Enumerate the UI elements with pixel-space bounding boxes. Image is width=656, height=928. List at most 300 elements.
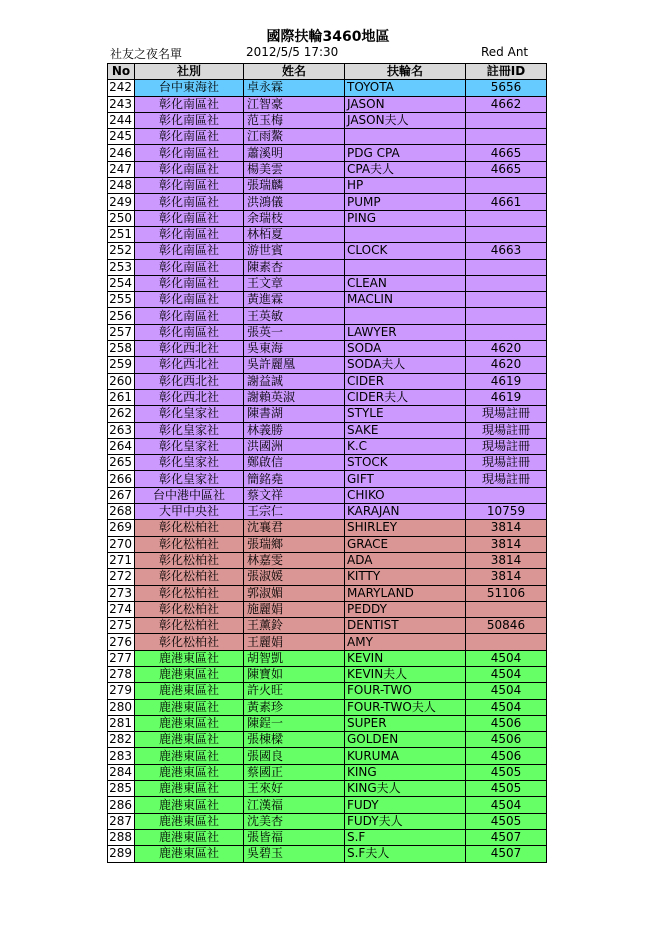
cell-no: 271 (108, 552, 135, 568)
cell-reg-id (466, 259, 547, 275)
cell-reg-id: 4504 (466, 650, 547, 666)
cell-reg-id: 4504 (466, 797, 547, 813)
cell-no: 287 (108, 813, 135, 829)
table-row (108, 699, 547, 715)
table-row (108, 178, 547, 194)
cell-reg-id (466, 324, 547, 340)
table-row (108, 552, 547, 568)
table-row (108, 650, 547, 666)
cell-rotary-name: CPA夫人 (345, 161, 466, 177)
cell-name: 黃素珍 (244, 699, 345, 715)
cell-club: 彰化南區社 (135, 161, 244, 177)
cell-name: 胡智凱 (244, 650, 345, 666)
table-row (108, 569, 547, 585)
cell-rotary-name: MACLIN (345, 292, 466, 308)
cell-club: 彰化南區社 (135, 96, 244, 112)
table-row (108, 226, 547, 242)
cell-rotary-name: MARYLAND (345, 585, 466, 601)
cell-name: 范玉梅 (244, 112, 345, 128)
cell-no: 279 (108, 683, 135, 699)
cell-name: 張棟樑 (244, 732, 345, 748)
cell-name: 楊美雲 (244, 161, 345, 177)
cell-club: 鹿港東區社 (135, 797, 244, 813)
cell-club: 彰化南區社 (135, 210, 244, 226)
cell-club: 鹿港東區社 (135, 781, 244, 797)
cell-name: 吳碧玉 (244, 846, 345, 862)
cell-name: 簡銘堯 (244, 471, 345, 487)
cell-rotary-name: SUPER (345, 715, 466, 731)
cell-club: 鹿港東區社 (135, 683, 244, 699)
cell-name: 黃進霖 (244, 292, 345, 308)
cell-club: 彰化西北社 (135, 341, 244, 357)
cell-club: 彰化皇家社 (135, 422, 244, 438)
cell-club: 鹿港東區社 (135, 829, 244, 845)
cell-no: 248 (108, 178, 135, 194)
cell-club: 彰化南區社 (135, 292, 244, 308)
cell-rotary-name: SODA (345, 341, 466, 357)
cell-rotary-name: CHIKO (345, 487, 466, 503)
cell-club: 彰化南區社 (135, 308, 244, 324)
cell-rotary-name: CLEAN (345, 275, 466, 291)
document-title: 國際扶輪3460地區 (266, 29, 390, 45)
table-row (108, 683, 547, 699)
cell-club: 鹿港東區社 (135, 764, 244, 780)
column-header-no: No (108, 64, 135, 80)
cell-no: 264 (108, 438, 135, 454)
cell-no: 244 (108, 112, 135, 128)
cell-rotary-name (345, 259, 466, 275)
cell-name: 張瑞鄉 (244, 536, 345, 552)
cell-reg-id: 4665 (466, 145, 547, 161)
cell-reg-id: 4663 (466, 243, 547, 259)
table-row (108, 585, 547, 601)
cell-no: 270 (108, 536, 135, 552)
cell-reg-id: 現場註冊 (466, 422, 547, 438)
cell-no: 278 (108, 666, 135, 682)
cell-reg-id: 4661 (466, 194, 547, 210)
table-row (108, 373, 547, 389)
cell-no: 259 (108, 357, 135, 373)
cell-no: 251 (108, 226, 135, 242)
table-row (108, 438, 547, 454)
cell-name: 郭淑媚 (244, 585, 345, 601)
cell-no: 286 (108, 797, 135, 813)
cell-no: 262 (108, 406, 135, 422)
cell-rotary-name: K.C (345, 438, 466, 454)
cell-rotary-name: PUMP (345, 194, 466, 210)
cell-reg-id: 4507 (466, 829, 547, 845)
cell-rotary-name: ADA (345, 552, 466, 568)
cell-club: 彰化松柏社 (135, 569, 244, 585)
cell-club: 彰化南區社 (135, 112, 244, 128)
table-row (108, 389, 547, 405)
cell-name: 陳寶如 (244, 666, 345, 682)
cell-reg-id: 5656 (466, 80, 547, 96)
cell-no: 260 (108, 373, 135, 389)
table-row (108, 666, 547, 682)
column-header-reg-id: 註冊ID (466, 64, 547, 80)
cell-club: 彰化松柏社 (135, 601, 244, 617)
cell-club: 彰化松柏社 (135, 618, 244, 634)
cell-name: 洪鴻儀 (244, 194, 345, 210)
cell-club: 彰化南區社 (135, 275, 244, 291)
cell-no: 247 (108, 161, 135, 177)
cell-name: 王薰鈴 (244, 618, 345, 634)
cell-club: 彰化松柏社 (135, 634, 244, 650)
cell-no: 272 (108, 569, 135, 585)
cell-name: 林嘉雯 (244, 552, 345, 568)
cell-no: 275 (108, 618, 135, 634)
cell-no: 276 (108, 634, 135, 650)
cell-name: 游世賓 (244, 243, 345, 259)
document-name: 社友之夜名單 (110, 47, 183, 61)
cell-rotary-name: SAKE (345, 422, 466, 438)
cell-rotary-name: KARAJAN (345, 504, 466, 520)
cell-name: 許火旺 (244, 683, 345, 699)
cell-reg-id: 50846 (466, 618, 547, 634)
cell-rotary-name (345, 226, 466, 242)
cell-club: 彰化南區社 (135, 145, 244, 161)
cell-reg-id (466, 178, 547, 194)
table-row (108, 357, 547, 373)
cell-name: 張淑媛 (244, 569, 345, 585)
cell-reg-id: 4505 (466, 764, 547, 780)
cell-no: 249 (108, 194, 135, 210)
table-row (108, 748, 547, 764)
cell-rotary-name: DENTIST (345, 618, 466, 634)
table-row (108, 96, 547, 112)
table-row (108, 634, 547, 650)
cell-no: 280 (108, 699, 135, 715)
cell-reg-id: 4662 (466, 96, 547, 112)
cell-no: 246 (108, 145, 135, 161)
cell-no: 268 (108, 504, 135, 520)
cell-rotary-name: PDG CPA (345, 145, 466, 161)
cell-rotary-name: KURUMA (345, 748, 466, 764)
column-header-rotary-name: 扶輪名 (345, 64, 466, 80)
cell-club: 鹿港東區社 (135, 715, 244, 731)
cell-club: 彰化西北社 (135, 357, 244, 373)
cell-reg-id (466, 487, 547, 503)
cell-no: 255 (108, 292, 135, 308)
column-header-name: 姓名 (244, 64, 345, 80)
cell-rotary-name: PEDDY (345, 601, 466, 617)
table-row (108, 324, 547, 340)
cell-rotary-name: FUDY夫人 (345, 813, 466, 829)
cell-reg-id: 現場註冊 (466, 455, 547, 471)
cell-club: 鹿港東區社 (135, 666, 244, 682)
cell-reg-id: 4619 (466, 373, 547, 389)
table-body (108, 80, 547, 862)
table-row (108, 406, 547, 422)
cell-no: 269 (108, 520, 135, 536)
table-row (108, 764, 547, 780)
cell-club: 彰化皇家社 (135, 471, 244, 487)
cell-reg-id: 3814 (466, 536, 547, 552)
cell-rotary-name: FOUR-TWO夫人 (345, 699, 466, 715)
cell-club: 彰化松柏社 (135, 585, 244, 601)
table-row (108, 715, 547, 731)
cell-rotary-name: GOLDEN (345, 732, 466, 748)
cell-no: 253 (108, 259, 135, 275)
cell-no: 283 (108, 748, 135, 764)
cell-club: 彰化南區社 (135, 259, 244, 275)
cell-rotary-name: GIFT (345, 471, 466, 487)
cell-no: 256 (108, 308, 135, 324)
table-row (108, 455, 547, 471)
cell-reg-id: 4507 (466, 846, 547, 862)
cell-reg-id: 4620 (466, 357, 547, 373)
cell-rotary-name: FOUR-TWO (345, 683, 466, 699)
cell-no: 289 (108, 846, 135, 862)
cell-reg-id: 3814 (466, 552, 547, 568)
cell-reg-id (466, 292, 547, 308)
cell-name: 卓永霖 (244, 80, 345, 96)
cell-rotary-name (345, 129, 466, 145)
cell-rotary-name: FUDY (345, 797, 466, 813)
table-row (108, 341, 547, 357)
table-row (108, 846, 547, 862)
cell-name: 江雨鰲 (244, 129, 345, 145)
cell-rotary-name: LAWYER (345, 324, 466, 340)
cell-reg-id (466, 129, 547, 145)
cell-rotary-name: CIDER (345, 373, 466, 389)
cell-no: 257 (108, 324, 135, 340)
cell-rotary-name: KING夫人 (345, 781, 466, 797)
table-row (108, 259, 547, 275)
cell-rotary-name: KEVIN夫人 (345, 666, 466, 682)
cell-club: 彰化南區社 (135, 243, 244, 259)
cell-reg-id: 現場註冊 (466, 438, 547, 454)
cell-club: 鹿港東區社 (135, 846, 244, 862)
table-row (108, 80, 547, 96)
cell-rotary-name: AMY (345, 634, 466, 650)
cell-name: 吳東海 (244, 341, 345, 357)
cell-reg-id: 4619 (466, 389, 547, 405)
cell-club: 鹿港東區社 (135, 732, 244, 748)
cell-reg-id: 4505 (466, 781, 547, 797)
cell-name: 張瑞麟 (244, 178, 345, 194)
cell-rotary-name (345, 308, 466, 324)
cell-reg-id (466, 210, 547, 226)
cell-name: 施麗娟 (244, 601, 345, 617)
cell-reg-id (466, 275, 547, 291)
cell-reg-id: 現場註冊 (466, 471, 547, 487)
cell-club: 彰化西北社 (135, 389, 244, 405)
cell-no: 273 (108, 585, 135, 601)
cell-name: 林栢夏 (244, 226, 345, 242)
cell-rotary-name: TOYOTA (345, 80, 466, 96)
cell-name: 陳書湖 (244, 406, 345, 422)
cell-no: 285 (108, 781, 135, 797)
cell-no: 282 (108, 732, 135, 748)
cell-no: 261 (108, 389, 135, 405)
cell-rotary-name: JASON夫人 (345, 112, 466, 128)
cell-name: 王宗仁 (244, 504, 345, 520)
cell-club: 鹿港東區社 (135, 699, 244, 715)
cell-no: 250 (108, 210, 135, 226)
cell-club: 彰化南區社 (135, 226, 244, 242)
cell-name: 蔡文祥 (244, 487, 345, 503)
cell-rotary-name: STYLE (345, 406, 466, 422)
cell-no: 265 (108, 455, 135, 471)
table-row (108, 797, 547, 813)
table-row (108, 275, 547, 291)
table-row (108, 112, 547, 128)
cell-rotary-name: HP (345, 178, 466, 194)
cell-rotary-name: S.F (345, 829, 466, 845)
cell-club: 彰化南區社 (135, 324, 244, 340)
table-row (108, 161, 547, 177)
cell-name: 張英一 (244, 324, 345, 340)
table-row (108, 292, 547, 308)
table-row (108, 536, 547, 552)
cell-reg-id (466, 112, 547, 128)
cell-no: 274 (108, 601, 135, 617)
table-row (108, 422, 547, 438)
table-row (108, 520, 547, 536)
cell-no: 267 (108, 487, 135, 503)
cell-name: 陳鋥一 (244, 715, 345, 731)
cell-club: 彰化南區社 (135, 194, 244, 210)
cell-rotary-name: STOCK (345, 455, 466, 471)
table-row (108, 813, 547, 829)
cell-club: 彰化南區社 (135, 178, 244, 194)
cell-club: 彰化皇家社 (135, 438, 244, 454)
cell-reg-id: 3814 (466, 569, 547, 585)
cell-club: 鹿港東區社 (135, 748, 244, 764)
cell-reg-id: 4505 (466, 813, 547, 829)
table-row (108, 487, 547, 503)
cell-reg-id: 現場註冊 (466, 406, 547, 422)
cell-no: 288 (108, 829, 135, 845)
cell-club: 彰化皇家社 (135, 406, 244, 422)
cell-club: 鹿港東區社 (135, 813, 244, 829)
cell-rotary-name: CIDER夫人 (345, 389, 466, 405)
table-row (108, 504, 547, 520)
cell-club: 台中港中區社 (135, 487, 244, 503)
cell-reg-id: 10759 (466, 504, 547, 520)
table-row (108, 618, 547, 634)
cell-no: 263 (108, 422, 135, 438)
cell-club: 彰化松柏社 (135, 520, 244, 536)
cell-reg-id: 4504 (466, 683, 547, 699)
print-datetime: 2012/5/5 17:30 (246, 45, 339, 59)
cell-reg-id: 4506 (466, 715, 547, 731)
cell-no: 254 (108, 275, 135, 291)
cell-name: 林義勝 (244, 422, 345, 438)
cell-reg-id (466, 308, 547, 324)
cell-no: 243 (108, 96, 135, 112)
cell-name: 王文章 (244, 275, 345, 291)
cell-reg-id (466, 601, 547, 617)
cell-reg-id: 51106 (466, 585, 547, 601)
cell-rotary-name: SODA夫人 (345, 357, 466, 373)
table-row (108, 308, 547, 324)
cell-rotary-name: CLOCK (345, 243, 466, 259)
cell-club: 彰化松柏社 (135, 536, 244, 552)
cell-no: 281 (108, 715, 135, 731)
cell-reg-id: 4506 (466, 732, 547, 748)
cell-reg-id (466, 634, 547, 650)
cell-name: 蕭溪明 (244, 145, 345, 161)
cell-name: 江漢福 (244, 797, 345, 813)
table-row (108, 781, 547, 797)
cell-club: 鹿港東區社 (135, 650, 244, 666)
attendee-table (107, 63, 547, 863)
cell-name: 張皆福 (244, 829, 345, 845)
cell-name: 謝賴英淑 (244, 389, 345, 405)
cell-name: 蔡國正 (244, 764, 345, 780)
cell-rotary-name: KITTY (345, 569, 466, 585)
cell-club: 彰化南區社 (135, 129, 244, 145)
column-header-club: 社別 (135, 64, 244, 80)
cell-reg-id: 4504 (466, 666, 547, 682)
cell-rotary-name: PING (345, 210, 466, 226)
cell-rotary-name: JASON (345, 96, 466, 112)
cell-reg-id: 4504 (466, 699, 547, 715)
cell-name: 江智豪 (244, 96, 345, 112)
cell-club: 彰化松柏社 (135, 552, 244, 568)
author-label: Red Ant (481, 45, 529, 59)
cell-club: 台中東海社 (135, 80, 244, 96)
cell-rotary-name: GRACE (345, 536, 466, 552)
cell-no: 242 (108, 80, 135, 96)
cell-club: 彰化皇家社 (135, 455, 244, 471)
cell-name: 謝益誠 (244, 373, 345, 389)
table-row (108, 210, 547, 226)
cell-name: 王來好 (244, 781, 345, 797)
cell-reg-id: 4665 (466, 161, 547, 177)
cell-rotary-name: S.F夫人 (345, 846, 466, 862)
cell-name: 沈襄君 (244, 520, 345, 536)
table-row (108, 732, 547, 748)
table-header-row (108, 64, 547, 80)
table-row (108, 601, 547, 617)
cell-rotary-name: KING (345, 764, 466, 780)
cell-rotary-name: SHIRLEY (345, 520, 466, 536)
cell-no: 245 (108, 129, 135, 145)
cell-club: 大甲中央社 (135, 504, 244, 520)
table-row (108, 129, 547, 145)
cell-no: 284 (108, 764, 135, 780)
table-row (108, 194, 547, 210)
cell-name: 余瑞枝 (244, 210, 345, 226)
cell-rotary-name: KEVIN (345, 650, 466, 666)
cell-name: 王麗娟 (244, 634, 345, 650)
cell-reg-id: 3814 (466, 520, 547, 536)
cell-name: 王英敏 (244, 308, 345, 324)
cell-name: 陳素杏 (244, 259, 345, 275)
cell-reg-id: 4506 (466, 748, 547, 764)
cell-reg-id: 4620 (466, 341, 547, 357)
cell-no: 277 (108, 650, 135, 666)
cell-reg-id (466, 226, 547, 242)
cell-no: 266 (108, 471, 135, 487)
table-row (108, 243, 547, 259)
table-row (108, 471, 547, 487)
cell-no: 258 (108, 341, 135, 357)
table-row (108, 145, 547, 161)
cell-name: 鄭啟信 (244, 455, 345, 471)
cell-name: 沈美杏 (244, 813, 345, 829)
cell-no: 252 (108, 243, 135, 259)
cell-club: 彰化西北社 (135, 373, 244, 389)
table-row (108, 829, 547, 845)
cell-name: 張國良 (244, 748, 345, 764)
cell-name: 洪國洲 (244, 438, 345, 454)
cell-name: 吳許麗凰 (244, 357, 345, 373)
